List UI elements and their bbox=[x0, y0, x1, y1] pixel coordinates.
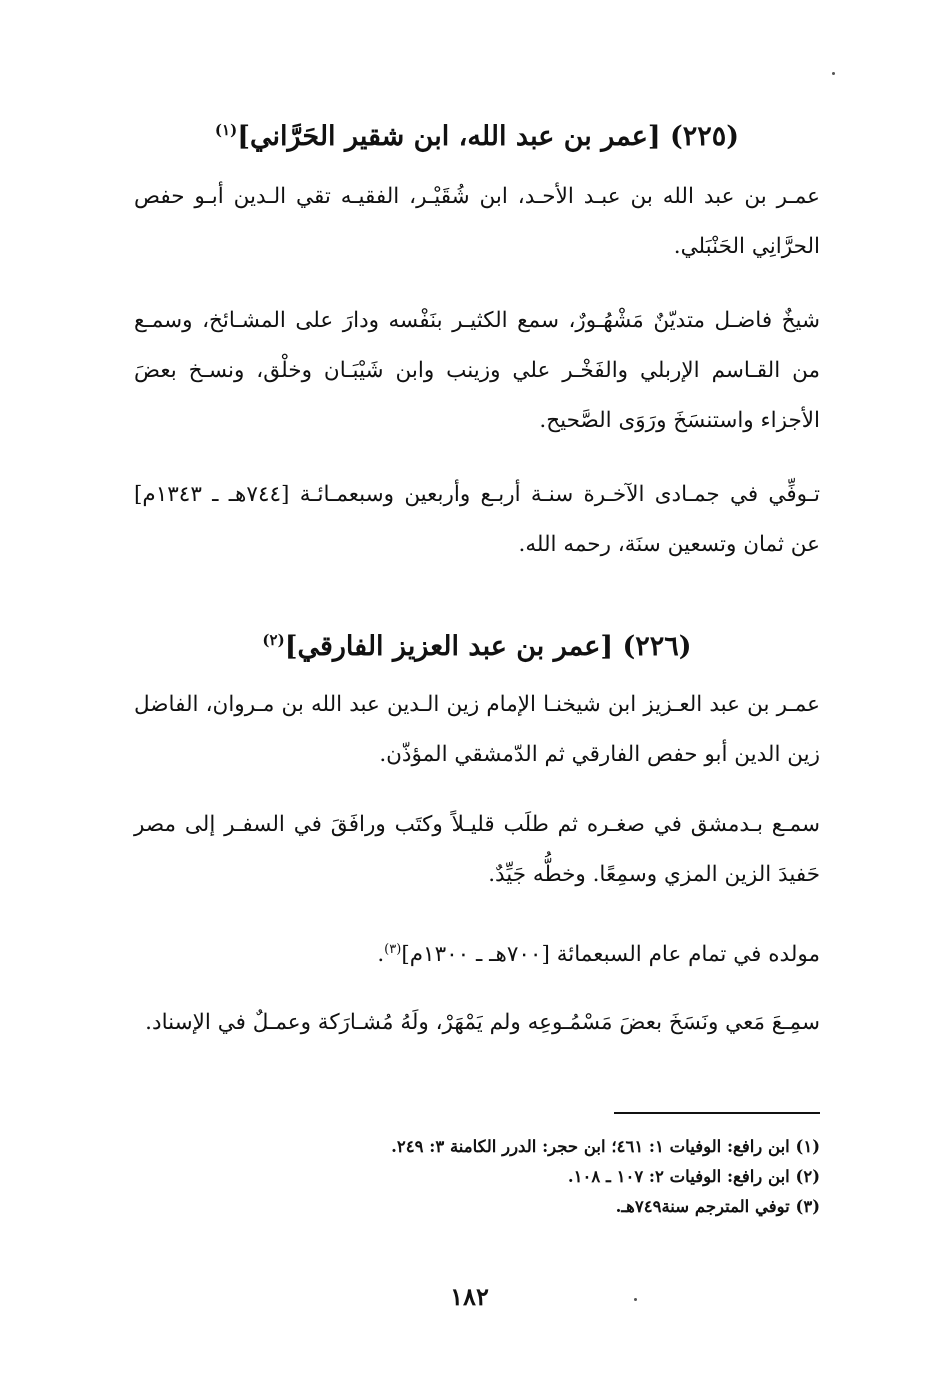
entry-heading-text: (٢٢٥) [عمر بن عبد الله، ابن شقير الحَرَّاني] bbox=[237, 121, 740, 152]
footnote-2: (٢) ابن رافع: الوفيات ٢: ١٠٧ ـ ١٠٨. bbox=[567, 1167, 820, 1186]
entry-225-intro: عمـر بن عبد الله بن عبـد الأحـد، ابن شُقَيْـر، الفقيـه تقي الـدين أبـو حفص الحرَّانِي الحَنْبَلي. bbox=[134, 184, 820, 259]
entry-226-birth: مولده في تمام عام السبعمائة [٧٠٠هـ ـ ١٣٠٠م]$^{(٣)}$. bbox=[377, 942, 820, 968]
entry-heading-text: (٢٢٦) [عمر بن عبد العزيز الفارقي] bbox=[284, 631, 692, 662]
birth-text: مولده في تمام عام السبعمائة [٧٠٠هـ ـ ١٣٠٠م] bbox=[401, 942, 820, 968]
entry-226-intro: عمـر بن عبد العـزيز ابن شيخنـا الإمام زين الـدين عبد الله بن مـروان، الفاضل زين الدين أبو حفص الفارقي ثم الدّمشقي المؤذّن. bbox=[134, 692, 820, 767]
footnote-3: (٣) توفي المترجم سنة٧٤٩هـ. bbox=[615, 1197, 820, 1216]
scan-speck bbox=[634, 1298, 637, 1301]
entry-226-hearing: سمِـعَ مَعي ونَسَخَ بعضَ مَسْمُـوعِه ولم يَمْهَرْ، ولَهُ مُشـارَكة وعمـلٌ في الإسناد. bbox=[145, 1010, 820, 1035]
footnotes bbox=[280, 1132, 820, 1222]
entry-225-bio: شيخٌ فاضـل متديّنٌ مَشْهُـورٌ، سمع الكثيـر بنَفْسه ودارَ على المشـائخ، وسمـع من القـاسم الإربلي والفَخْـر علي وزينب وابن شَيْبَـان وخلْق، ونسـخ بعضَ الأجزاء واستنسَخَ ورَوَى الصَّحيح. bbox=[134, 308, 820, 433]
footnote-marker: (٣) bbox=[384, 942, 402, 957]
footnote-marker: (٢) bbox=[262, 631, 285, 649]
footnote-marker: (١) bbox=[214, 121, 238, 139]
scan-speck bbox=[832, 72, 835, 75]
entry-heading-226 bbox=[134, 620, 820, 667]
footnote-divider bbox=[614, 1112, 820, 1114]
footnote-1: (١) ابن رافع: الوفيات ١: ٤٦١؛ ابن حجر: الدرر الكامنة ٣: ٢٤٩. bbox=[391, 1137, 820, 1156]
entry-226-study: سمـع بـدمشق في صغـره ثم طلَب قليـلاً وكتَب ورافَقَ في السفـر إلى مصر حَفيدَ الزين المزي وسمِعًا. وخطُّه جَيِّدٌ. bbox=[134, 812, 820, 887]
page-number: ١٨٢ bbox=[450, 1282, 489, 1311]
entry-225-death: تـوفِّي في جمـادى الآخـرة سنـة أربـع وأربعين وسبعمـائـة [٧٤٤هـ ـ ١٣٤٣م] عن ثمان وتسعين سنَة، رحمه الله. bbox=[134, 482, 820, 557]
entry-heading-225 bbox=[134, 110, 820, 157]
